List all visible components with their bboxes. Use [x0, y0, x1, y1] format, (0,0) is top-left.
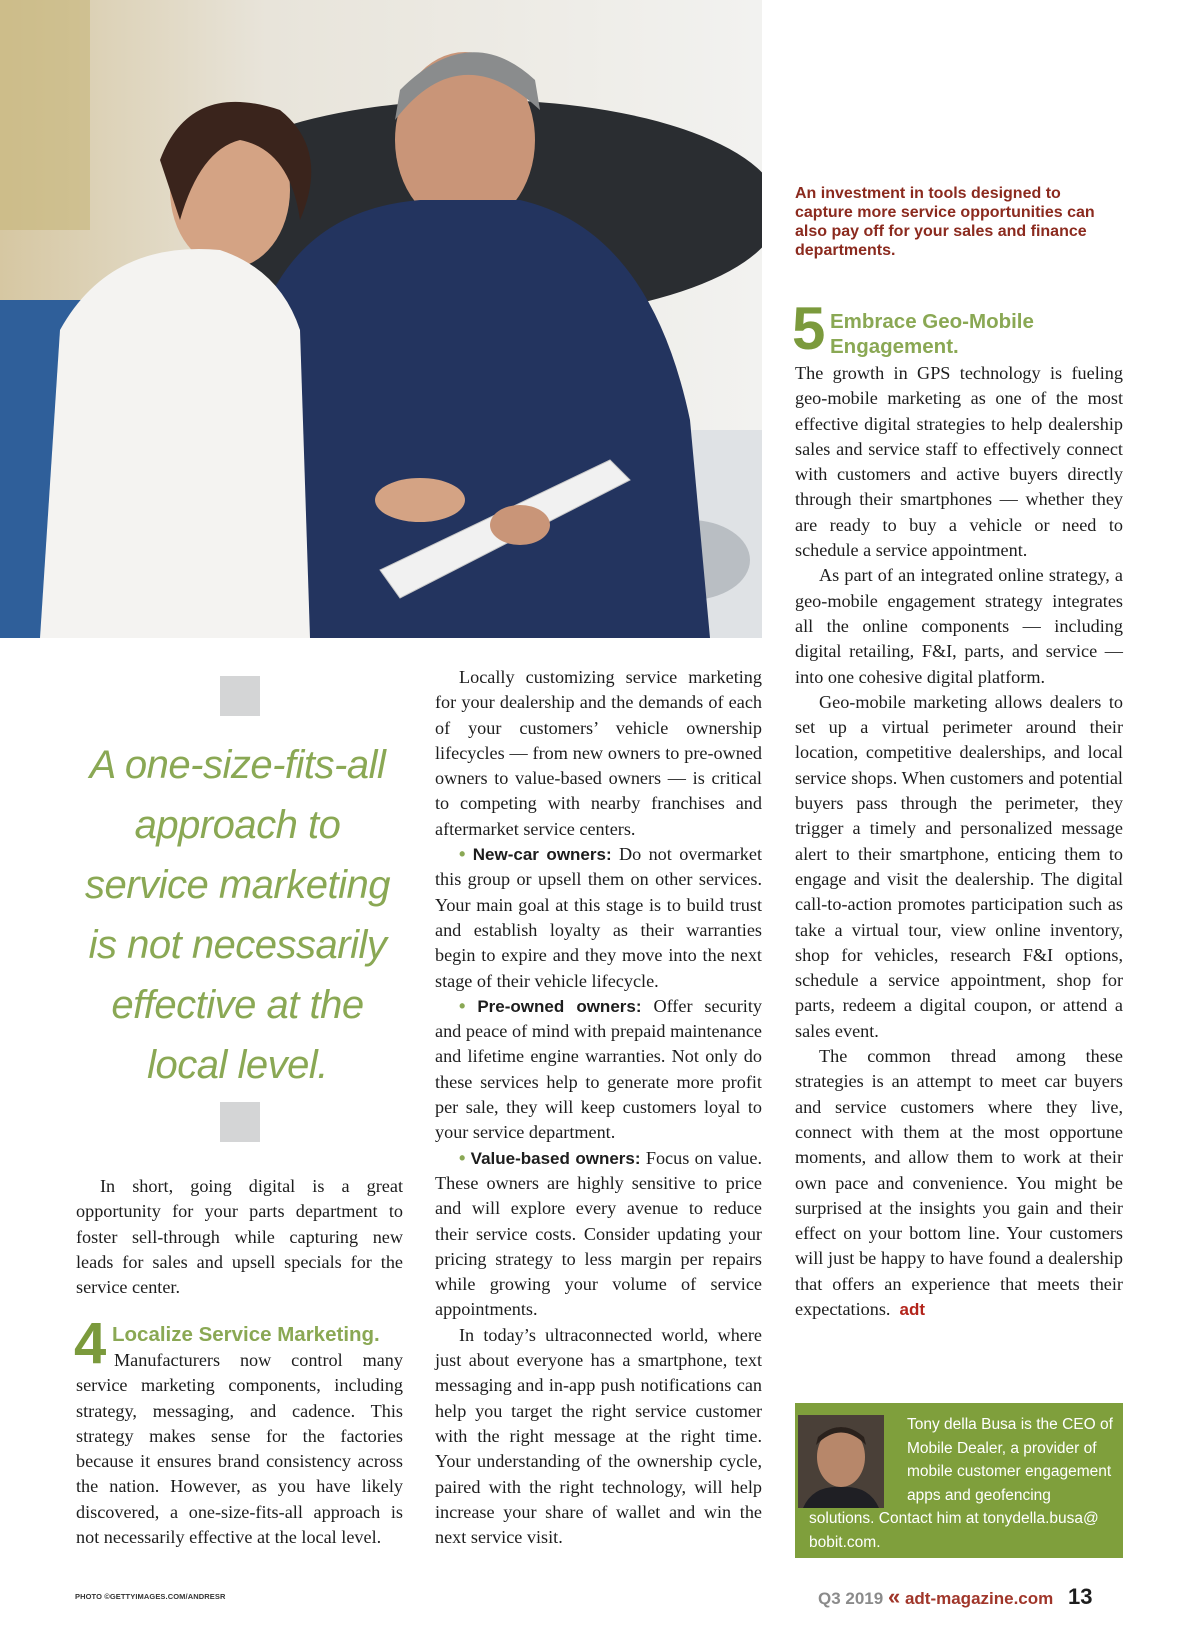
- middle-paragraph-last: In today’s ultraconnected world, where just about everyone has a smartphone, text messaging and in-app push notifications can help you target the right service customer with the right message at the right time. Your understanding of the ownership cycle, paired with the right technology, will help increase your share of wallet and win the next service visit.: [435, 1324, 762, 1548]
- photo-credit: PHOTO ©GETTYIMAGES.COM/ANDRESR: [75, 1592, 226, 1601]
- hero-photo: [0, 0, 762, 638]
- right-column: [795, 361, 1123, 1322]
- adt-end-mark: adt: [899, 1299, 926, 1319]
- bullet-pre-owned-owners: • Pre-owned owners: Offer security and peace of mind with prepaid maintenance and lifetime engine warranties. Not only do these services help to generate more profit per sale, they will keep customers loyal to your service department.: [435, 995, 763, 1143]
- section-5-paragraph-4-text: The common thread among these strategies is an attempt to meet car buyers and service customers where they live, connect with them at the most opportune moments, and allow them to work at their own pace and convenience. You might be surprised at the insights you gain and their effect on your bottom line. Your customers will just be happy to have found a dealership that offers an experience that meets their expectations.: [795, 1046, 1123, 1319]
- bullet-new-car-owners: • New-car owners: Do not overmarket this group or upsell them on other services. Your main goal at this stage is to build trust and establish loyalty as their warranties begin to expire and they move into the next stage of their vehicle lifecycle.: [435, 844, 763, 991]
- section-5-title-line2: Engagement.: [830, 335, 959, 358]
- section-4-body: [76, 1348, 403, 1550]
- bullet-label: New-car owners:: [472, 845, 612, 865]
- bullet-label: Pre-owned owners:: [477, 996, 642, 1016]
- section-5-number: 5: [792, 295, 826, 362]
- middle-column: [435, 665, 762, 1550]
- author-bio-text: Tony della Busa is the CEO of Mobile Dealer, a provider of mobile customer engagement apps and geofencing solutions. Contact him at tonydella.busa@ bobit.com.: [809, 1416, 1113, 1551]
- left-paragraph-1: In short, going digital is a great opportunity for your parts department to foster sell-through while capturing new leads for sales and upsell specials for the service center.: [76, 1176, 403, 1298]
- bullet-value-based-owners: • Value-based owners: Focus on value. These owners are highly sensitive to price and will explore every avenue to reduce their service costs. Consider updating your pricing strategy to less margin per repairs while growing your volume of service appointments.: [435, 1147, 762, 1320]
- section-4-number: 4: [74, 1311, 107, 1376]
- author-bio-box: [795, 1403, 1123, 1558]
- quote-box-bottom: [220, 1102, 260, 1142]
- section-5-heading: [792, 295, 1112, 362]
- section-5-paragraph-2: As part of an integrated online strategy, a geo-mobile engagement strategy integrates all the online components — including digital retailing, F&I, parts, and service — into one cohesive digital platform.: [795, 565, 1123, 687]
- left-column: [76, 1174, 403, 1300]
- section-5-paragraph-3: Geo-mobile marketing allows dealers to set up a virtual perimeter around their location, competitive dealerships, and local service shops. When customers and potential buyers pass through the perimeter, they trigger a timely and personalized message alert to their smartphone, enticing them to engage and visit the dealership. The digital call-to-action promotes participation such as take a virtual tour, view online inventory, shop for vehicles, research F&I options, schedule a service appointment, shop for parts, redeem a digital coupon, or attend a sales event.: [795, 691, 1123, 1041]
- section-4-title: Localize Service Marketing.: [112, 1323, 380, 1346]
- pull-quote: A one-size-fits-all approach to service marketing is not necessarily effective at the local level.: [85, 743, 390, 1087]
- middle-paragraph-1: Locally customizing service marketing for your dealership and the demands of each of your customers’ vehicle ownership lifecycles — from new owners to pre-owned owners to value-based owners — is critical to competing with nearby franchises and aftermarket service centers.: [435, 667, 762, 839]
- callout-text: An investment in tools designed to capture more service opportunities can also pay off for your sales and finance departments.: [795, 185, 1095, 259]
- page-footer: [818, 1584, 1092, 1610]
- bullet-text: Offer security and peace of mind with prepaid maintenance and lifetime engine warranties. Not only do these services help to generate more profit per sale, they will keep customers loyal to your service department.: [435, 995, 763, 1143]
- bullet-text: Do not overmarket this group or upsell them on other services. Your main goal at this stage is to build trust and establish loyalty as their warranties begin to expire and they move into the next stage of their vehicle lifecycle.: [435, 844, 763, 991]
- footer-issue: Q3 2019: [818, 1589, 884, 1608]
- section-5-title-line1: Embrace Geo-Mobile: [830, 310, 1034, 333]
- bullet-label: Value-based owners:: [470, 1148, 641, 1168]
- section-5-paragraph-1: The growth in GPS technology is fueling geo-mobile marketing as one of the most effective digital strategies to help dealership sales and service staff to effectively connect with customers and active buyers directly through their smartphones — whether they are ready to buy a vehicle or need to schedule a service appointment.: [795, 363, 1123, 561]
- page-number: 13: [1068, 1584, 1093, 1609]
- footer-separator: «: [887, 1584, 901, 1609]
- footer-url: adt-magazine.com: [904, 1589, 1054, 1608]
- section-4-paragraph-1: Manufacturers now control many service marketing components, including strategy, messaging, and cadence. This strategy makes sense for the factories because it ensures brand consistency across the nation. However, as you have likely discovered, a one-size-fits-all approach is not necessarily effective at the local level.: [76, 1350, 403, 1548]
- section-5-paragraph-4: [795, 1044, 1123, 1322]
- bullet-text: Focus on value. These owners are highly sensitive to price and will explore every avenue to reduce their service costs. Consider updating your pricing strategy to less margin per repairs while growing your volume of service appointments.: [435, 1147, 762, 1320]
- quote-box-top: [220, 676, 260, 716]
